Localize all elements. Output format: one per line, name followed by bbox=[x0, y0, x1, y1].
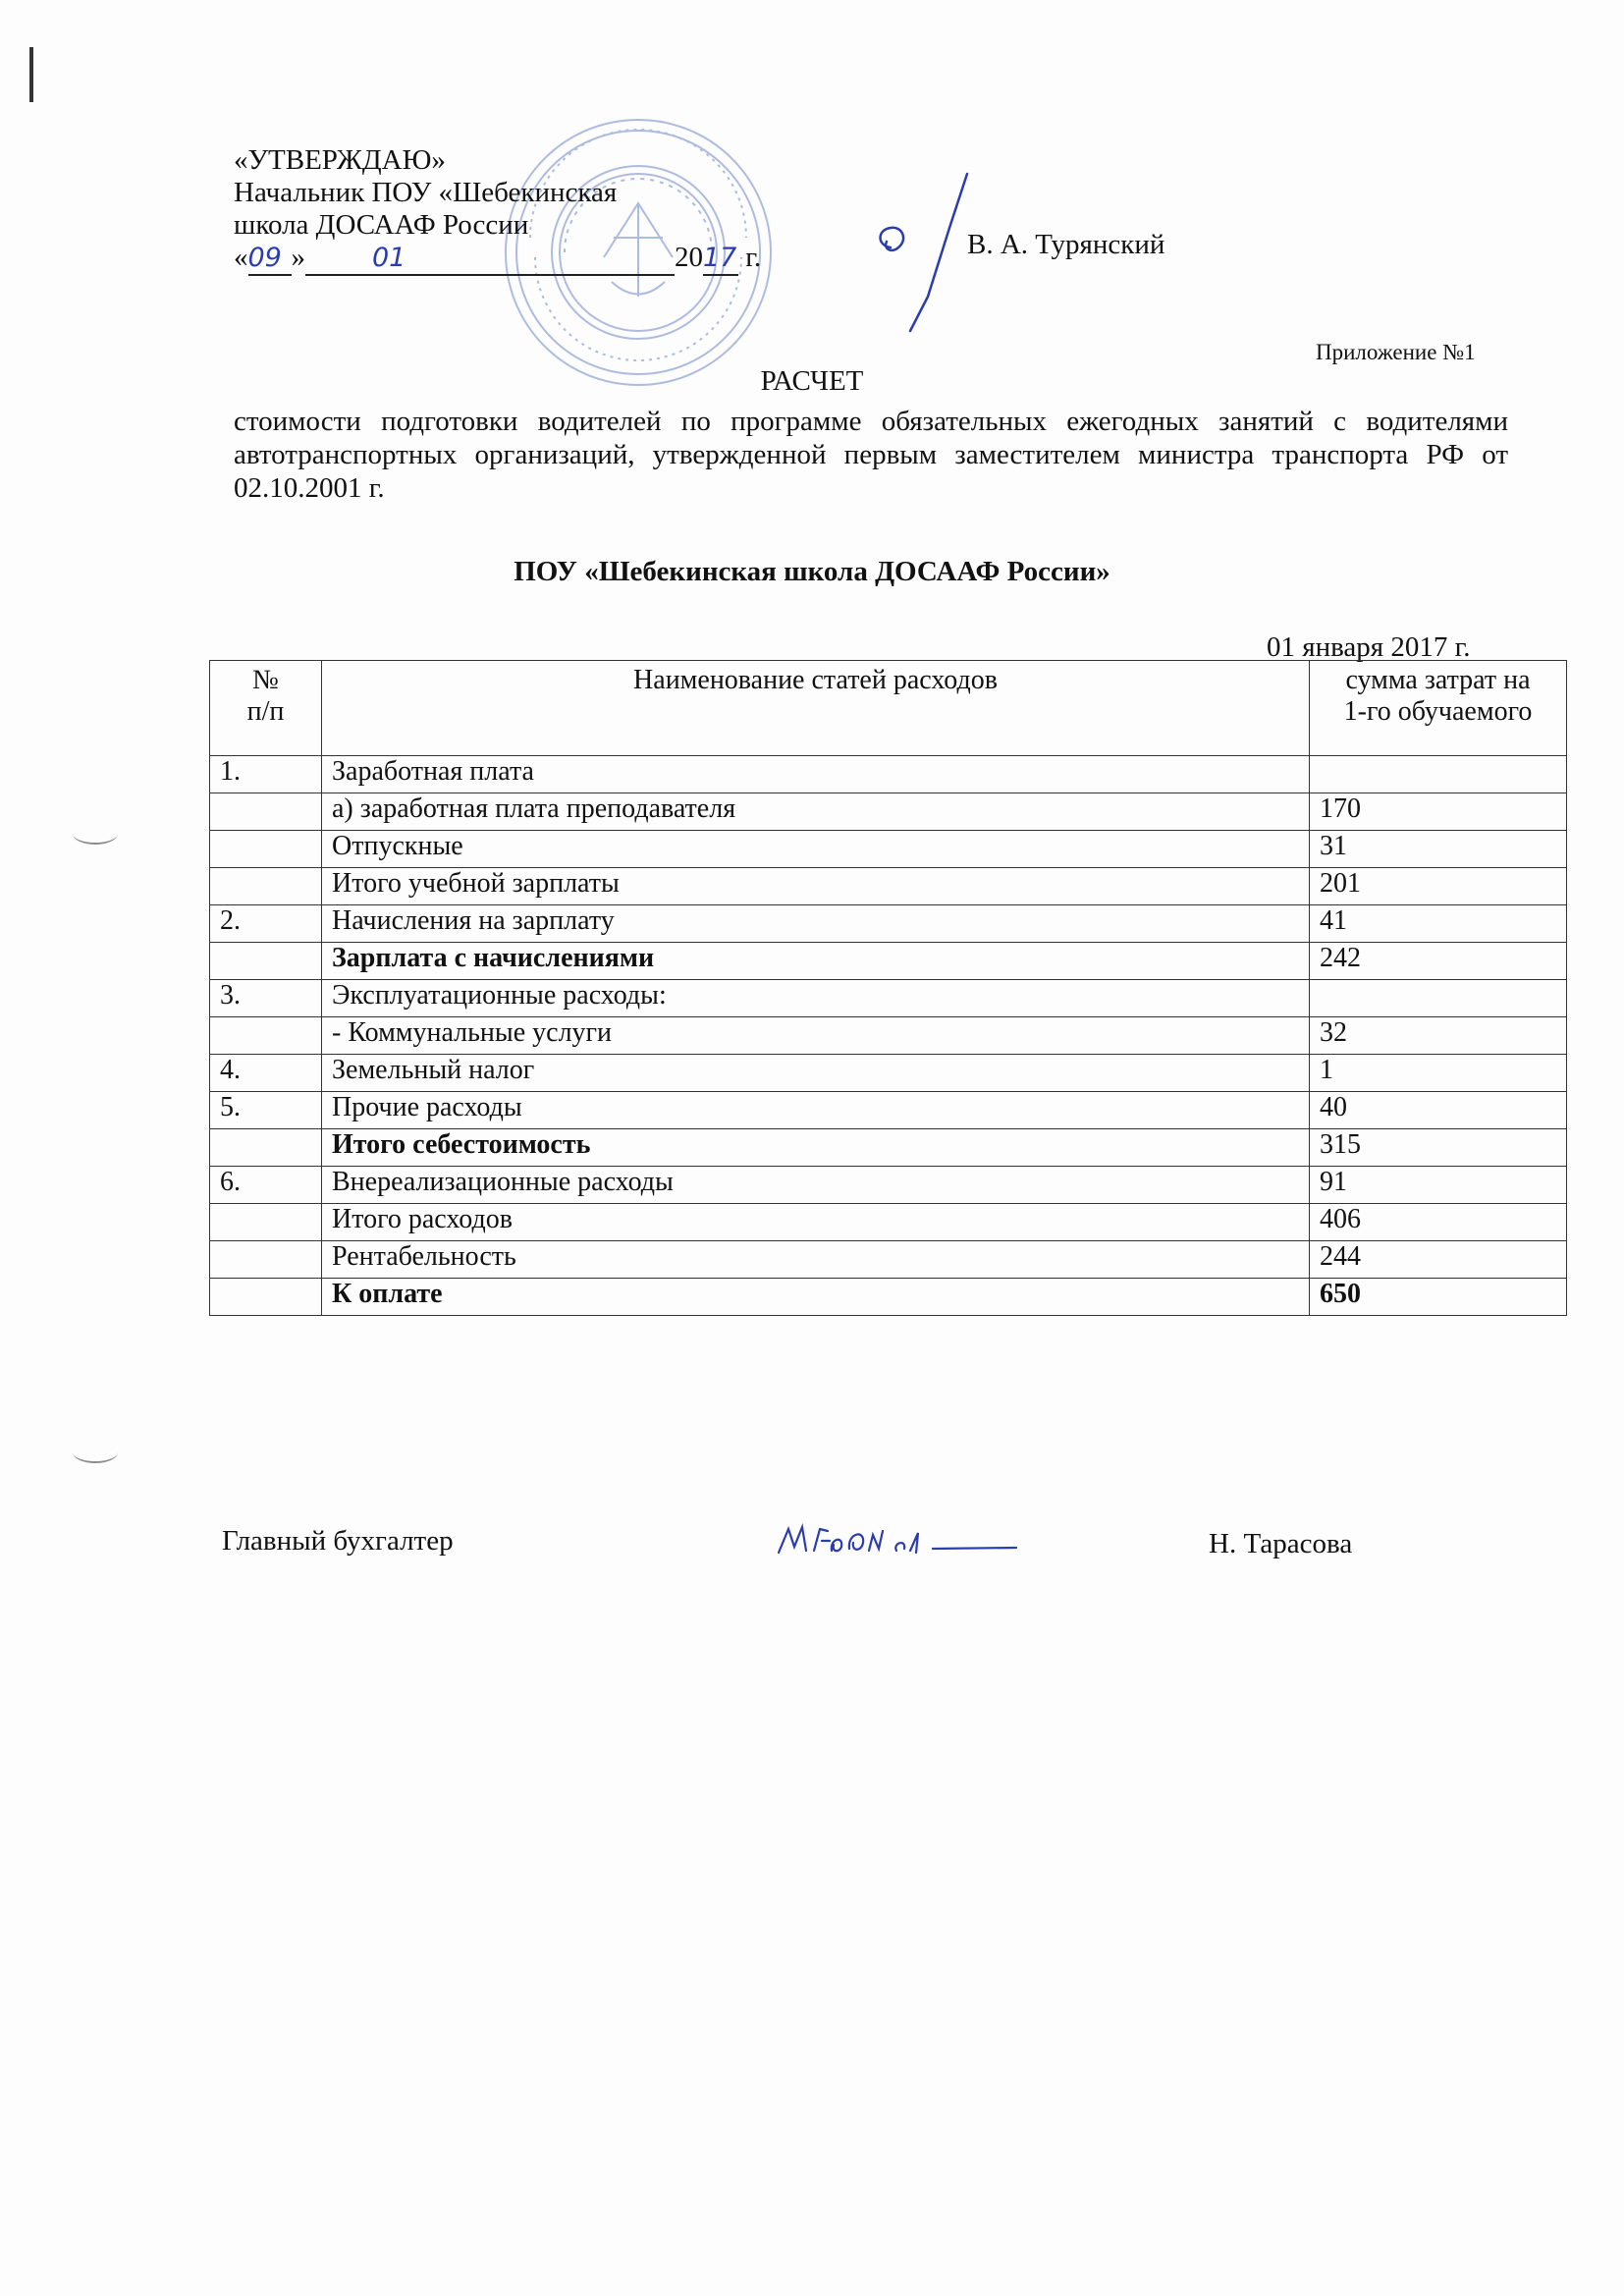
row-name: Заработная плата bbox=[322, 756, 1310, 793]
row-value: 31 bbox=[1310, 831, 1567, 868]
table-row bbox=[210, 980, 1567, 1017]
row-name: К оплате bbox=[322, 1279, 1310, 1316]
row-name: Начисления на зарплату bbox=[322, 905, 1310, 943]
handwritten-month: 01 bbox=[305, 242, 675, 276]
scan-edge-mark bbox=[29, 47, 33, 102]
header-cost-line-1: сумма затрат на bbox=[1345, 665, 1531, 695]
row-number bbox=[210, 1204, 322, 1241]
accountant-signature-icon bbox=[771, 1517, 1046, 1566]
table-row bbox=[210, 868, 1567, 905]
row-name: - Коммунальные услуги bbox=[322, 1017, 1310, 1055]
row-number: 2. bbox=[210, 905, 322, 943]
organization-name: ПОУ «Шебекинская школа ДОСААФ России» bbox=[514, 556, 1110, 587]
row-value: 242 bbox=[1310, 943, 1567, 980]
row-value: 32 bbox=[1310, 1017, 1567, 1055]
handwritten-year: 17 bbox=[703, 242, 738, 276]
table-row bbox=[210, 1167, 1567, 1204]
approval-heading: «УТВЕРЖДАЮ» bbox=[234, 144, 446, 176]
header-cost-per-student bbox=[1310, 661, 1567, 756]
document-title: РАСЧЕТ bbox=[760, 365, 864, 397]
year-end: г. bbox=[738, 242, 762, 273]
approver-name: В. А. Турянский bbox=[967, 229, 1165, 260]
row-name: Итого учебной зарплаты bbox=[322, 868, 1310, 905]
row-number: 1. bbox=[210, 756, 322, 793]
year-prefix: 20 bbox=[675, 242, 703, 273]
scan-smudge bbox=[73, 1442, 118, 1463]
row-value: 315 bbox=[1310, 1129, 1567, 1167]
row-number: 3. bbox=[210, 980, 322, 1017]
table-row-total bbox=[210, 1279, 1567, 1316]
row-value: 244 bbox=[1310, 1241, 1567, 1279]
accountant-name: Н. Тарасова bbox=[1209, 1528, 1353, 1559]
row-name: Отпускные bbox=[322, 831, 1310, 868]
accountant-title: Главный бухгалтер bbox=[222, 1525, 454, 1557]
document-subject: стоимости подготовки водителей по программе обязательных ежегодных занятий с водителями автотранспортных организаций, утвержденной первым заместителем министра транспорта РФ от 02.10.2001 г. bbox=[234, 406, 1508, 504]
row-name: Прочие расходы bbox=[322, 1092, 1310, 1129]
header-number-line-1: № bbox=[252, 665, 279, 695]
table-row bbox=[210, 1241, 1567, 1279]
approval-line-2: школа ДОСААФ России bbox=[234, 209, 529, 241]
row-value bbox=[1310, 980, 1567, 1017]
row-name: Зарплата с начислениями bbox=[322, 943, 1310, 980]
row-number bbox=[210, 1279, 322, 1316]
row-value: 406 bbox=[1310, 1204, 1567, 1241]
approval-block bbox=[234, 144, 761, 276]
table-row bbox=[210, 943, 1567, 980]
appendix-label: Приложение №1 bbox=[1316, 340, 1476, 364]
row-name: Внереализационные расходы bbox=[322, 1167, 1310, 1204]
row-value bbox=[1310, 756, 1567, 793]
header-number bbox=[210, 661, 322, 756]
approval-line-1: Начальник ПОУ «Шебекинская bbox=[234, 177, 618, 208]
approval-date-line bbox=[234, 242, 761, 276]
row-number: 5. bbox=[210, 1092, 322, 1129]
row-number: 4. bbox=[210, 1055, 322, 1092]
approver-signature-icon bbox=[869, 169, 977, 336]
row-number bbox=[210, 1017, 322, 1055]
table-row bbox=[210, 1055, 1567, 1092]
table-row bbox=[210, 905, 1567, 943]
header-number-line-2: п/п bbox=[246, 696, 285, 727]
header-item-name: Наименование статей расходов bbox=[322, 661, 1310, 756]
row-name: Земельный налог bbox=[322, 1055, 1310, 1092]
row-name: Итого себестоимость bbox=[322, 1129, 1310, 1167]
table-row bbox=[210, 1017, 1567, 1055]
row-name: Итого расходов bbox=[322, 1204, 1310, 1241]
date-close-quote: » bbox=[291, 242, 305, 273]
row-value: 1 bbox=[1310, 1055, 1567, 1092]
row-value: 41 bbox=[1310, 905, 1567, 943]
header-cost-line-2: 1-го обучаемого bbox=[1343, 696, 1533, 727]
table-row bbox=[210, 1092, 1567, 1129]
row-number bbox=[210, 943, 322, 980]
table-header-row bbox=[210, 661, 1567, 756]
table-row bbox=[210, 1204, 1567, 1241]
row-name: Рентабельность bbox=[322, 1241, 1310, 1279]
row-number: 6. bbox=[210, 1167, 322, 1204]
handwritten-day: 09 bbox=[248, 242, 292, 276]
table-row bbox=[210, 793, 1567, 831]
row-name: Эксплуатационные расходы: bbox=[322, 980, 1310, 1017]
row-value: 170 bbox=[1310, 793, 1567, 831]
table-row bbox=[210, 831, 1567, 868]
table-row bbox=[210, 1129, 1567, 1167]
row-value: 91 bbox=[1310, 1167, 1567, 1204]
row-name: а) заработная плата преподавателя bbox=[322, 793, 1310, 831]
cost-table bbox=[209, 660, 1567, 1316]
row-number bbox=[210, 793, 322, 831]
row-value: 650 bbox=[1310, 1279, 1567, 1316]
row-number bbox=[210, 1129, 322, 1167]
row-number bbox=[210, 1241, 322, 1279]
row-value: 201 bbox=[1310, 868, 1567, 905]
row-value: 40 bbox=[1310, 1092, 1567, 1129]
scan-smudge bbox=[73, 823, 118, 845]
document-date: 01 января 2017 г. bbox=[1267, 631, 1471, 663]
row-number bbox=[210, 831, 322, 868]
table-row bbox=[210, 756, 1567, 793]
date-open-quote: « bbox=[234, 242, 248, 273]
row-number bbox=[210, 868, 322, 905]
